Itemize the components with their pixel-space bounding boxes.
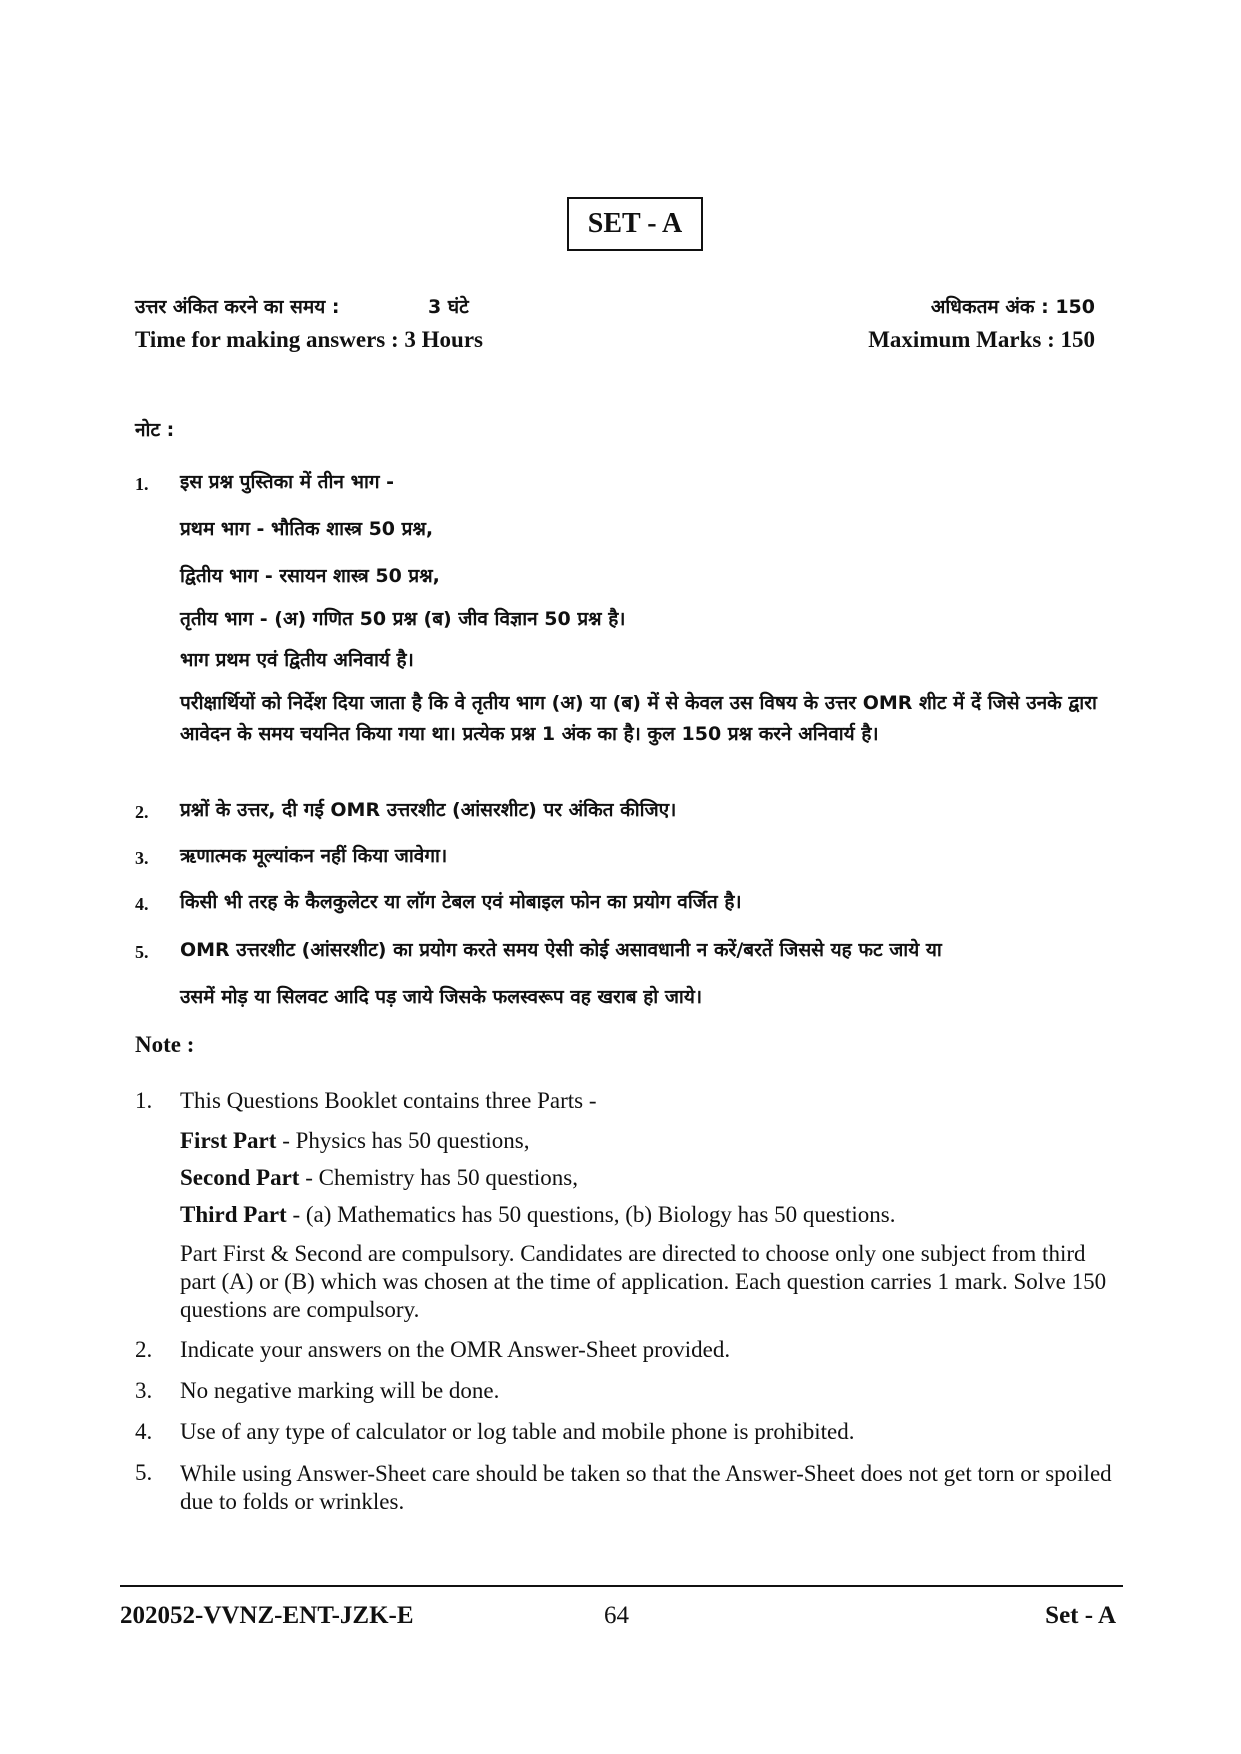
- footer-rule: [120, 1585, 1123, 1587]
- hindi-item-1-line: प्रथम भाग - भौतिक शास्त्र 50 प्रश्न,: [180, 518, 434, 540]
- third-part-text: - (a) Mathematics has 50 questions, (b) Biology has 50 questions.: [286, 1202, 896, 1227]
- hindi-item-number: 1.: [135, 474, 149, 494]
- second-part-text: - Chemistry has 50 questions,: [299, 1165, 579, 1190]
- hindi-item-number: 2.: [135, 802, 149, 822]
- hindi-item-number: 3.: [135, 848, 149, 868]
- english-item-number: 2.: [135, 1337, 153, 1362]
- english-item-1-paragraph: Part First & Second are compulsory. Candidates are directed to choose only one subject from third part (A) or (B) which was chosen at the time of application. Each question carries 1 mark. Solve 150 questions are compulsory.: [180, 1241, 1107, 1322]
- footer-page-number: 64: [604, 1602, 629, 1629]
- english-item-number: 1.: [135, 1088, 153, 1113]
- english-item-5-text: While using Answer-Sheet care should be taken so that the Answer-Sheet does not get torn or spoiled due to folds or wrinkles.: [180, 1461, 1112, 1514]
- hindi-item-5-text-continued: उसमें मोड़ या सिलवट आदि पड़ जाये जिसके फलस्वरूप वह खराब हो जाये।: [180, 986, 703, 1008]
- english-note-title: Note :: [135, 1032, 195, 1057]
- footer-paper-code: 202052-VVNZ-ENT-JZK-E: [120, 1602, 414, 1629]
- english-third-part-line: [180, 1202, 895, 1228]
- english-max-marks: Maximum Marks : 150: [868, 327, 1095, 352]
- hindi-time-value: 3 घंटे: [428, 296, 469, 318]
- set-label-box: [567, 197, 703, 251]
- set-label: SET - A: [587, 208, 683, 239]
- english-first-part-line: [180, 1128, 529, 1154]
- english-second-part-line: [180, 1165, 578, 1191]
- hindi-item-5-text: OMR उत्तरशीट (आंसरशीट) का प्रयोग करते समय ऐसी कोई असावधानी न करें/बरतें जिससे यह फट जाये या: [180, 939, 942, 961]
- hindi-item-1-line: द्वितीय भाग - रसायन शास्त्र 50 प्रश्न,: [180, 565, 440, 587]
- hindi-item-1-paragraph: परीक्षार्थियों को निर्देश दिया जाता है कि वे तृतीय भाग (अ) या (ब) में से केवल उस विषय के उत्तर OMR शीट में दें जिसे उनके द्वारा आवेदन के समय चयनित किया गया था। प्रत्येक प्रश्न 1 अंक का है। कुल 150 प्रश्न करने अनिवार्य है।: [180, 692, 1097, 745]
- footer-set-label: Set - A: [1045, 1602, 1116, 1629]
- hindi-item-number: 4.: [135, 894, 149, 914]
- first-part-label: First Part: [180, 1128, 277, 1153]
- hindi-item-2-text: प्रश्नों के उत्तर, दी गई OMR उत्तरशीट (आंसरशीट) पर अंकित कीजिए।: [180, 799, 677, 821]
- hindi-item-1-line: भाग प्रथम एवं द्वितीय अनिवार्य है।: [180, 649, 414, 671]
- english-item-2-text: Indicate your answers on the OMR Answer-Sheet provided.: [180, 1337, 731, 1362]
- english-item-number: 3.: [135, 1378, 153, 1403]
- hindi-item-4-text: किसी भी तरह के कैलकुलेटर या लॉग टेबल एवं मोबाइल फोन का प्रयोग वर्जित है।: [180, 891, 742, 913]
- first-part-text: - Physics has 50 questions,: [276, 1128, 530, 1153]
- hindi-item-1-line: इस प्रश्न पुस्तिका में तीन भाग -: [180, 471, 395, 493]
- english-item-1-intro: This Questions Booklet contains three Parts -: [180, 1088, 597, 1113]
- hindi-item-1-line: तृतीय भाग - (अ) गणित 50 प्रश्न (ब) जीव विज्ञान 50 प्रश्न है।: [180, 608, 626, 630]
- second-part-label: Second Part: [180, 1165, 300, 1190]
- hindi-item-number: 5.: [135, 942, 149, 962]
- hindi-time-label: उत्तर अंकित करने का समय :: [135, 296, 340, 318]
- english-item-3-text: No negative marking will be done.: [180, 1378, 500, 1403]
- english-time: Time for making answers : 3 Hours: [135, 327, 483, 352]
- english-item-number: 5.: [135, 1460, 153, 1485]
- english-item-4-text: Use of any type of calculator or log table and mobile phone is prohibited.: [180, 1419, 855, 1444]
- hindi-note-title: नोट :: [135, 419, 175, 441]
- english-item-number: 4.: [135, 1419, 153, 1444]
- third-part-label: Third Part: [180, 1202, 287, 1227]
- hindi-max-marks: अधिकतम अंक : 150: [930, 296, 1095, 318]
- hindi-item-3-text: ऋणात्मक मूल्यांकन नहीं किया जावेगा।: [180, 845, 448, 867]
